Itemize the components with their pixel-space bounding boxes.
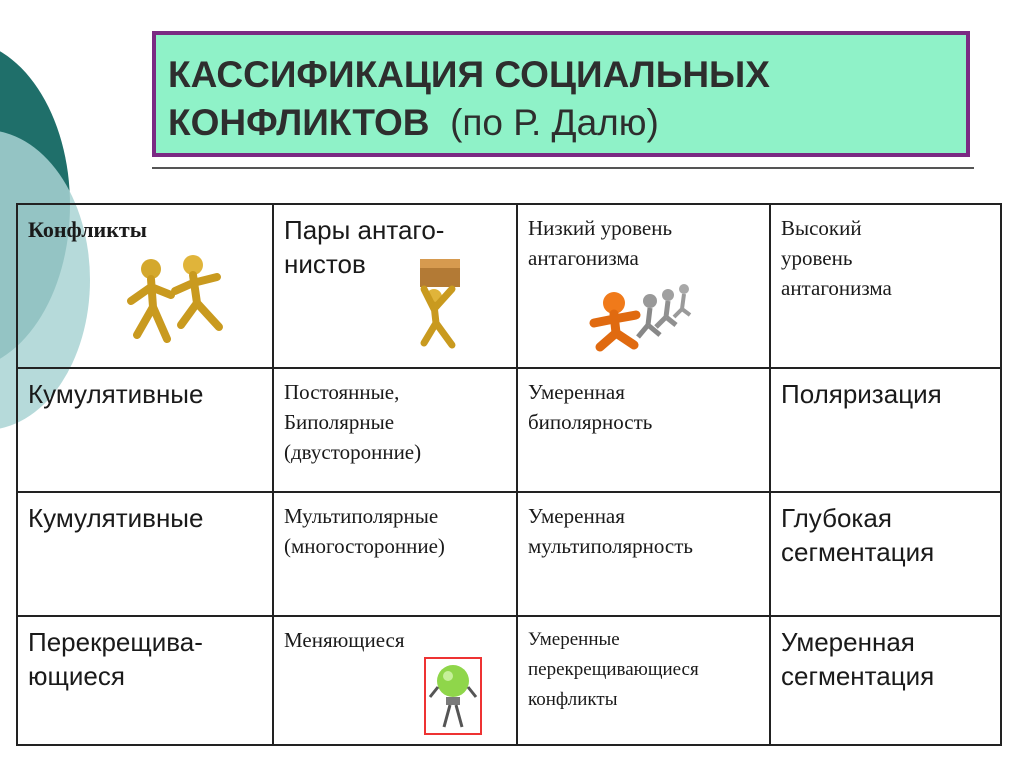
row3-type-line2: ющиеся: [28, 661, 125, 691]
carrying-box-figure-icon: [402, 255, 482, 350]
row1-low-line2: биполярность: [528, 410, 653, 434]
title-divider: [152, 167, 974, 169]
header-pairs-line1: Пары антаго-: [284, 215, 445, 245]
row3-high-line1: Умеренная: [781, 627, 915, 657]
header-low-line2: антагонизма: [528, 246, 639, 270]
row3-high-line2: сегментация: [781, 661, 935, 691]
header-high-line2: уровень: [781, 246, 853, 270]
table-row: [17, 368, 1001, 492]
row1-low: [517, 368, 770, 492]
row1-type: [17, 368, 273, 492]
row3-low-line1: Умеренные: [528, 629, 620, 650]
header-low-line1: Низкий уровень: [528, 216, 673, 240]
row2-low-line2: мультиполярность: [528, 534, 693, 558]
row1-low-line1: Умеренная: [528, 380, 625, 404]
header-high-line1: Высокий: [781, 216, 862, 240]
header-pairs-line2: нистов: [284, 249, 366, 279]
row2-low: [517, 492, 770, 616]
racing-figures-icon: [578, 279, 718, 354]
title-line-2: [168, 99, 966, 147]
table-row: [17, 492, 1001, 616]
row1-high-label: Поляризация: [781, 379, 942, 409]
classification-table: [16, 203, 1002, 746]
row3-high: [770, 616, 1001, 745]
row2-high-line2: сегментация: [781, 537, 935, 567]
row2-pairs-line1: Мультиполярные: [284, 504, 439, 528]
running-figures-icon: [123, 255, 243, 355]
row2-low-line1: Умеренная: [528, 504, 625, 528]
header-high: [770, 204, 1001, 368]
row2-high-line1: Глубокая: [781, 503, 892, 533]
row3-pairs-label: Меняющиеся: [284, 628, 405, 652]
row1-pairs-line3: (двусторонние): [284, 440, 422, 464]
row2-pairs-line2: (многосторонние): [284, 534, 445, 558]
row2-type: [17, 492, 273, 616]
row1-type-label: Кумулятивные: [28, 379, 204, 409]
header-pairs: [273, 204, 517, 368]
row3-type: [17, 616, 273, 745]
row2-high: [770, 492, 1001, 616]
table-header-row: [17, 204, 1001, 368]
row3-low: [517, 616, 770, 745]
row3-pairs: [273, 616, 517, 745]
header-conflicts-label: Конфликты: [28, 217, 147, 242]
title-line-1: КАССИФИКАЦИЯ СОЦИАЛЬНЫХ: [168, 54, 770, 95]
title-author: (по Р. Далю): [450, 102, 659, 143]
title-main: КОНФЛИКТОВ: [168, 102, 430, 143]
row2-pairs: [273, 492, 517, 616]
lightbulb-figure-icon: [424, 657, 482, 735]
row3-type-line1: Перекрещива-: [28, 627, 203, 657]
header-low: [517, 204, 770, 368]
header-high-line3: антагонизма: [781, 276, 892, 300]
row1-high: [770, 368, 1001, 492]
header-conflicts: [17, 204, 273, 368]
row1-pairs-line1: Постоянные,: [284, 380, 400, 404]
table-row: [17, 616, 1001, 745]
row3-low-line2: перекрещивающиеся: [528, 659, 699, 680]
title-box: [152, 31, 970, 157]
row3-low-line3: конфликты: [528, 689, 618, 710]
row1-pairs-line2: Биполярные: [284, 410, 395, 434]
row1-pairs: [273, 368, 517, 492]
row2-type-label: Кумулятивные: [28, 503, 204, 533]
